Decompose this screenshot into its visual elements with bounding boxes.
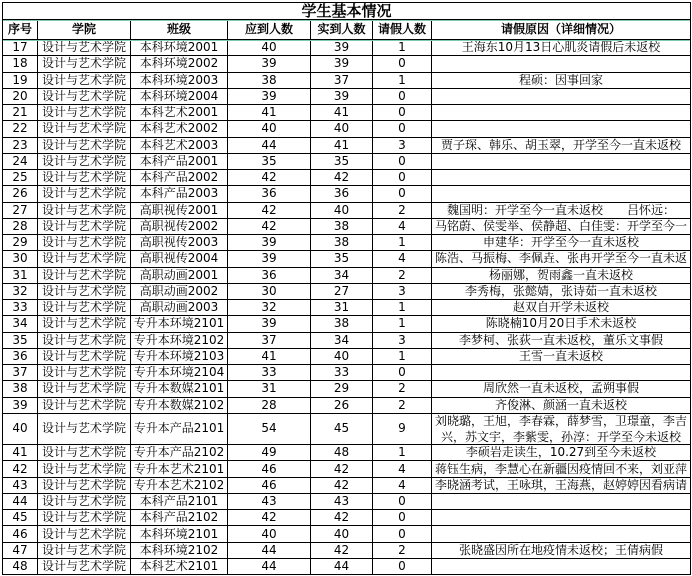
cell-expected[interactable]: 30 [228,284,311,299]
table-row [3,349,690,365]
cell-college[interactable]: 设计与艺术学院 [38,268,131,283]
cell-class[interactable]: 专升本环境2103 [131,349,228,364]
cell-class[interactable]: 本科产品2003 [131,186,228,201]
cell-class[interactable]: 本科艺术2002 [131,121,228,136]
header-cell-reason[interactable]: 请假原因（详细情况） [500,22,621,36]
cell-no[interactable]: 18 [3,56,38,71]
table-row [3,381,690,397]
cell-leave[interactable]: 3 [373,284,432,299]
cell-expected[interactable]: 39 [228,235,311,250]
table-row [3,203,690,219]
cell-class[interactable]: 高职视传2004 [131,251,228,266]
cell-college[interactable]: 设计与艺术学院 [38,138,131,153]
table-row [3,219,690,235]
cell-actual[interactable]: 48 [311,445,373,460]
cell-leave[interactable]: 1 [373,300,432,315]
table-row [3,526,690,542]
cell-actual[interactable]: 40 [311,121,373,136]
cell-leave[interactable]: 9 [373,414,432,444]
cell-leave[interactable]: 0 [373,510,432,525]
cell-no[interactable]: 41 [3,445,38,460]
cell-reason[interactable]: 齐俊淋、颜涵一直未返校 [494,397,627,412]
title-row[interactable] [3,3,690,20]
table-row [3,445,690,461]
cell-no[interactable]: 29 [3,235,38,250]
cell-reason[interactable]: 申建华：开学至今一直未返校 [482,235,639,250]
cell-actual[interactable]: 31 [311,300,373,315]
cell-expected[interactable]: 42 [228,510,311,525]
cell-leave[interactable]: 0 [373,105,432,120]
cell-college[interactable]: 设计与艺术学院 [38,445,131,460]
cell-leave[interactable]: 2 [373,381,432,396]
cell-reason[interactable]: 赵双自开学未返校 [512,300,609,315]
cell-class[interactable]: 本科产品2001 [131,154,228,169]
cell-expected[interactable]: 42 [228,170,311,185]
cell-expected[interactable]: 40 [228,526,311,541]
cell-college[interactable]: 设计与艺术学院 [38,333,131,348]
cell-expected[interactable]: 36 [228,186,311,201]
cell-class[interactable]: 本科艺术2003 [131,138,228,153]
table-row [3,170,690,186]
cell-class[interactable]: 高职视传2002 [131,219,228,234]
cell-class[interactable]: 专升本产品2102 [131,445,228,460]
cell-expected[interactable]: 49 [228,445,311,460]
cell-expected[interactable]: 37 [228,333,311,348]
cell-leave[interactable]: 1 [373,40,432,55]
cell-expected[interactable]: 43 [228,494,311,509]
cell-college[interactable]: 设计与艺术学院 [38,284,131,299]
header-cell-class[interactable]: 班级 [131,20,228,39]
cell-actual[interactable]: 35 [311,251,373,266]
cell-expected[interactable]: 40 [228,40,311,55]
cell-leave[interactable]: 0 [373,526,432,541]
cell-leave[interactable]: 0 [373,170,432,185]
table-row [3,510,690,526]
attendance-table [2,2,691,575]
table-row [3,105,690,121]
cell-no[interactable]: 23 [3,138,38,153]
cell-reason[interactable] [432,510,690,525]
cell-no[interactable]: 25 [3,170,38,185]
cell-no[interactable]: 30 [3,251,38,266]
header-cell-expected[interactable]: 应到人数 [228,20,311,39]
cell-college[interactable]: 设计与艺术学院 [38,219,131,234]
cell-college[interactable]: 设计与艺术学院 [38,526,131,541]
cell-actual[interactable]: 39 [311,40,373,55]
cell-reason[interactable] [432,105,690,120]
cell-college[interactable]: 设计与艺术学院 [38,251,131,266]
cell-college[interactable]: 设计与艺术学院 [38,170,131,185]
cell-reason[interactable]: 张晓盛因所在地疫情未返校；王倩病假 [458,542,663,557]
cell-class[interactable]: 本科环境2003 [131,73,228,88]
cell-college[interactable]: 设计与艺术学院 [38,121,131,136]
cell-reason[interactable] [432,154,690,169]
cell-class[interactable]: 本科环境2102 [131,543,228,558]
cell-class[interactable]: 高职视传2001 [131,203,228,218]
cell-actual[interactable]: 43 [311,494,373,509]
cell-reason[interactable] [432,186,690,201]
header-cell-no[interactable]: 序号 [3,20,38,39]
cell-college[interactable]: 设计与艺术学院 [38,89,131,104]
cell-actual[interactable]: 40 [311,203,373,218]
cell-leave[interactable]: 4 [373,251,432,266]
cell-leave[interactable]: 2 [373,543,432,558]
table-row [3,478,690,494]
cell-class[interactable]: 高职动画2003 [131,300,228,315]
cell-expected[interactable]: 44 [228,559,311,574]
cell-college[interactable]: 设计与艺术学院 [38,186,131,201]
cell-no[interactable]: 20 [3,89,38,104]
cell-class[interactable]: 本科环境2001 [131,40,228,55]
header-cell-leave[interactable]: 请假人数 [373,20,432,39]
cell-actual[interactable]: 34 [311,333,373,348]
cell-class[interactable]: 专升本数媒2101 [131,381,228,396]
cell-no[interactable]: 38 [3,381,38,396]
cell-no[interactable]: 35 [3,333,38,348]
cell-actual[interactable]: 45 [311,414,373,444]
cell-class[interactable]: 本科环境2101 [131,526,228,541]
cell-no[interactable]: 39 [3,398,38,413]
table-row [3,543,690,559]
cell-actual[interactable]: 44 [311,559,373,574]
cell-actual[interactable]: 39 [311,89,373,104]
cell-reason[interactable]: 刘晓璐，王旭，李春霖，薛梦雪，卫璟童，李吉兴，苏文宇，李紫雯，孙淳：开学至今未返校 [434,414,687,444]
cell-actual[interactable]: 35 [311,154,373,169]
cell-actual[interactable]: 33 [311,365,373,380]
cell-actual[interactable]: 42 [311,478,373,493]
table-row [3,284,690,300]
cell-class[interactable]: 专升本环境2102 [131,333,228,348]
cell-no[interactable]: 42 [3,461,38,476]
cell-actual[interactable]: 42 [311,461,373,476]
cell-no[interactable]: 24 [3,154,38,169]
table-row [3,494,690,510]
cell-class[interactable]: 专升本艺术2102 [131,478,228,493]
cell-class[interactable]: 本科艺术2001 [131,105,228,120]
cell-reason[interactable] [432,170,690,185]
cell-leave[interactable]: 2 [373,268,432,283]
cell-no[interactable]: 36 [3,349,38,364]
cell-actual[interactable]: 34 [311,268,373,283]
cell-reason[interactable]: 陈浩、马振梅、李佩垚、张冉开学至今一直未返 [434,251,687,266]
cell-expected[interactable]: 39 [228,251,311,266]
cell-expected[interactable]: 40 [228,121,311,136]
cell-reason[interactable]: 陈晓楠10月20日手术未返校 [485,316,637,331]
cell-actual[interactable]: 38 [311,235,373,250]
cell-college[interactable]: 设计与艺术学院 [38,300,131,315]
cell-reason[interactable]: 杨丽娜，贺雨鑫一直未返校 [488,267,633,282]
cell-college[interactable]: 设计与艺术学院 [38,398,131,413]
cell-reason[interactable]: 马铭蔚、侯雯举、侯静超、白佳雯：开学至今一 [434,218,687,233]
cell-actual[interactable]: 38 [311,316,373,331]
cell-actual[interactable]: 26 [311,398,373,413]
cell-leave[interactable]: 4 [373,478,432,493]
cell-leave[interactable]: 0 [373,186,432,201]
cell-reason[interactable]: 李秀梅，张懿婧，张诗茹一直未返校 [464,283,657,298]
cell-no[interactable]: 48 [3,559,38,574]
cell-no[interactable]: 45 [3,510,38,525]
page-title: 学生基本情况 [301,1,392,20]
cell-class[interactable]: 高职动画2002 [131,284,228,299]
cell-class[interactable]: 本科环境2002 [131,56,228,71]
cell-reason[interactable] [432,56,690,71]
cell-leave[interactable]: 1 [373,445,432,460]
cell-no[interactable]: 22 [3,121,38,136]
cell-class[interactable]: 本科环境2004 [131,89,228,104]
table-row [3,461,690,477]
cell-expected[interactable]: 33 [228,365,311,380]
cell-actual[interactable]: 38 [311,219,373,234]
cell-leave[interactable]: 4 [373,461,432,476]
cell-class[interactable]: 高职视传2003 [131,235,228,250]
cell-actual[interactable]: 40 [311,349,373,364]
header-cell-college[interactable]: 学院 [38,20,131,39]
table-row [3,186,690,202]
cell-no[interactable]: 21 [3,105,38,120]
cell-class[interactable]: 专升本环境2101 [131,316,228,331]
cell-no[interactable]: 17 [3,40,38,55]
table-row [3,235,690,251]
cell-expected[interactable]: 39 [228,89,311,104]
cell-actual[interactable]: 41 [311,138,373,153]
cell-class[interactable]: 专升本数媒2102 [131,398,228,413]
cell-no[interactable]: 44 [3,494,38,509]
cell-college[interactable]: 设计与艺术学院 [38,40,131,55]
cell-leave[interactable]: 0 [373,154,432,169]
cell-leave[interactable]: 0 [373,494,432,509]
table-row [3,559,690,574]
cell-college[interactable]: 设计与艺术学院 [38,73,131,88]
cell-reason[interactable]: 蒋钰生病，李慧心在新疆因疫情回不来，刘亚萍 [434,461,687,476]
cell-actual[interactable]: 42 [311,170,373,185]
cell-leave[interactable]: 0 [373,559,432,574]
cell-reason[interactable] [432,526,690,541]
cell-no[interactable]: 37 [3,365,38,380]
table-row [3,300,690,316]
cell-class[interactable]: 专升本产品2101 [131,414,228,444]
cell-class[interactable]: 高职动画2001 [131,268,228,283]
cell-leave[interactable]: 2 [373,203,432,218]
cell-college[interactable]: 设计与艺术学院 [38,203,131,218]
table-row [3,154,690,170]
cell-leave[interactable]: 0 [373,89,432,104]
cell-college[interactable]: 设计与艺术学院 [38,235,131,250]
cell-reason[interactable] [432,89,690,104]
cell-class[interactable]: 本科产品2101 [131,494,228,509]
cell-expected[interactable]: 31 [228,381,311,396]
cell-college[interactable]: 设计与艺术学院 [38,543,131,558]
cell-expected[interactable]: 35 [228,154,311,169]
table-row [3,414,690,445]
table-row [3,333,690,349]
cell-reason[interactable] [432,121,690,136]
cell-expected[interactable]: 39 [228,316,311,331]
cell-college[interactable]: 设计与艺术学院 [38,494,131,509]
table-row [3,398,690,414]
cell-expected[interactable]: 38 [228,73,311,88]
cell-leave[interactable]: 1 [373,235,432,250]
table-row [3,56,690,72]
cell-expected[interactable]: 32 [228,300,311,315]
cell-no[interactable]: 40 [3,414,38,444]
cell-actual[interactable]: 41 [311,105,373,120]
cell-no[interactable]: 19 [3,73,38,88]
cell-no[interactable]: 33 [3,300,38,315]
cell-class[interactable]: 专升本环境2104 [131,365,228,380]
cell-expected[interactable]: 44 [228,543,311,558]
cell-actual[interactable]: 42 [311,543,373,558]
cell-no[interactable]: 46 [3,526,38,541]
cell-leave[interactable]: 3 [373,138,432,153]
cell-actual[interactable]: 39 [311,56,373,71]
cell-leave[interactable]: 1 [373,316,432,331]
cell-expected[interactable]: 41 [228,349,311,364]
cell-college[interactable]: 设计与艺术学院 [38,154,131,169]
cell-expected[interactable]: 54 [228,414,311,444]
cell-reason[interactable] [432,494,690,509]
cell-expected[interactable]: 28 [228,398,311,413]
cell-class[interactable]: 本科产品2102 [131,510,228,525]
cell-college[interactable]: 设计与艺术学院 [38,349,131,364]
cell-college[interactable]: 设计与艺术学院 [38,414,131,444]
cell-reason[interactable]: 周欣然一直未返校，孟朔事假 [482,381,639,396]
cell-actual[interactable]: 42 [311,510,373,525]
table-row [3,251,690,267]
cell-class[interactable]: 专升本艺术2101 [131,461,228,476]
cell-leave[interactable]: 0 [373,56,432,71]
table-row [3,89,690,105]
cell-actual[interactable]: 37 [311,73,373,88]
cell-no[interactable]: 32 [3,284,38,299]
cell-reason[interactable]: 李梦柯、张荻一直未返校，董乐文事假 [458,332,663,347]
cell-actual[interactable]: 36 [311,186,373,201]
table-row [3,73,690,89]
cell-expected[interactable]: 46 [228,461,311,476]
cell-actual[interactable]: 27 [311,284,373,299]
cell-class[interactable]: 本科艺术2101 [131,559,228,574]
table-row [3,365,690,381]
cell-reason[interactable]: 王雪一直未返校 [518,348,603,363]
table-row [3,121,690,137]
cell-no[interactable]: 26 [3,186,38,201]
cell-college[interactable]: 设计与艺术学院 [38,559,131,574]
cell-leave[interactable]: 0 [373,121,432,136]
cell-actual[interactable]: 40 [311,526,373,541]
cell-reason[interactable]: 魏国明：开学至今一直未返校 吕怀远： [446,202,675,217]
cell-college[interactable]: 设计与艺术学院 [38,478,131,493]
table-header-row [3,20,690,40]
cell-reason[interactable]: 李晓涵考试，王咏琪，王海燕，赵婷婷因看病请 [434,477,687,492]
table-row [3,40,690,56]
cell-expected[interactable]: 36 [228,268,311,283]
cell-expected[interactable]: 42 [228,203,311,218]
cell-college[interactable]: 设计与艺术学院 [38,510,131,525]
cell-college[interactable]: 设计与艺术学院 [38,461,131,476]
cell-leave[interactable]: 3 [373,333,432,348]
cell-no[interactable]: 28 [3,219,38,234]
table-body [3,40,690,574]
cell-college[interactable]: 设计与艺术学院 [38,105,131,120]
table-row [3,268,690,284]
cell-expected[interactable]: 39 [228,56,311,71]
cell-reason[interactable]: 程硕：因事回家 [518,72,603,87]
cell-leave[interactable]: 4 [373,219,432,234]
cell-no[interactable]: 27 [3,203,38,218]
cell-leave[interactable]: 2 [373,398,432,413]
cell-leave[interactable]: 1 [373,349,432,364]
table-row [3,138,690,154]
cell-college[interactable]: 设计与艺术学院 [38,365,131,380]
cell-no[interactable]: 31 [3,268,38,283]
cell-expected[interactable]: 46 [228,478,311,493]
cell-reason[interactable]: 王海东10月13日心肌炎请假后未返校 [461,40,661,55]
cell-class[interactable]: 本科产品2002 [131,170,228,185]
cell-expected[interactable]: 42 [228,219,311,234]
cell-no[interactable]: 47 [3,543,38,558]
cell-reason[interactable] [432,365,690,380]
cell-leave[interactable]: 1 [373,73,432,88]
cell-reason[interactable] [432,559,690,574]
cell-actual[interactable]: 29 [311,381,373,396]
cell-leave[interactable]: 0 [373,365,432,380]
cell-reason[interactable]: 贾子琛、韩乐、胡玉翠，开学至今一直未返校 [440,137,681,152]
cell-no[interactable]: 43 [3,478,38,493]
cell-college[interactable]: 设计与艺术学院 [38,56,131,71]
table-row [3,316,690,332]
cell-expected[interactable]: 44 [228,138,311,153]
cell-college[interactable]: 设计与艺术学院 [38,381,131,396]
cell-reason[interactable]: 李硕岩走读生，10.27到至今未返校 [465,445,657,460]
cell-no[interactable]: 34 [3,316,38,331]
cell-college[interactable]: 设计与艺术学院 [38,316,131,331]
cell-expected[interactable]: 41 [228,105,311,120]
header-cell-actual[interactable]: 实到人数 [311,20,373,39]
